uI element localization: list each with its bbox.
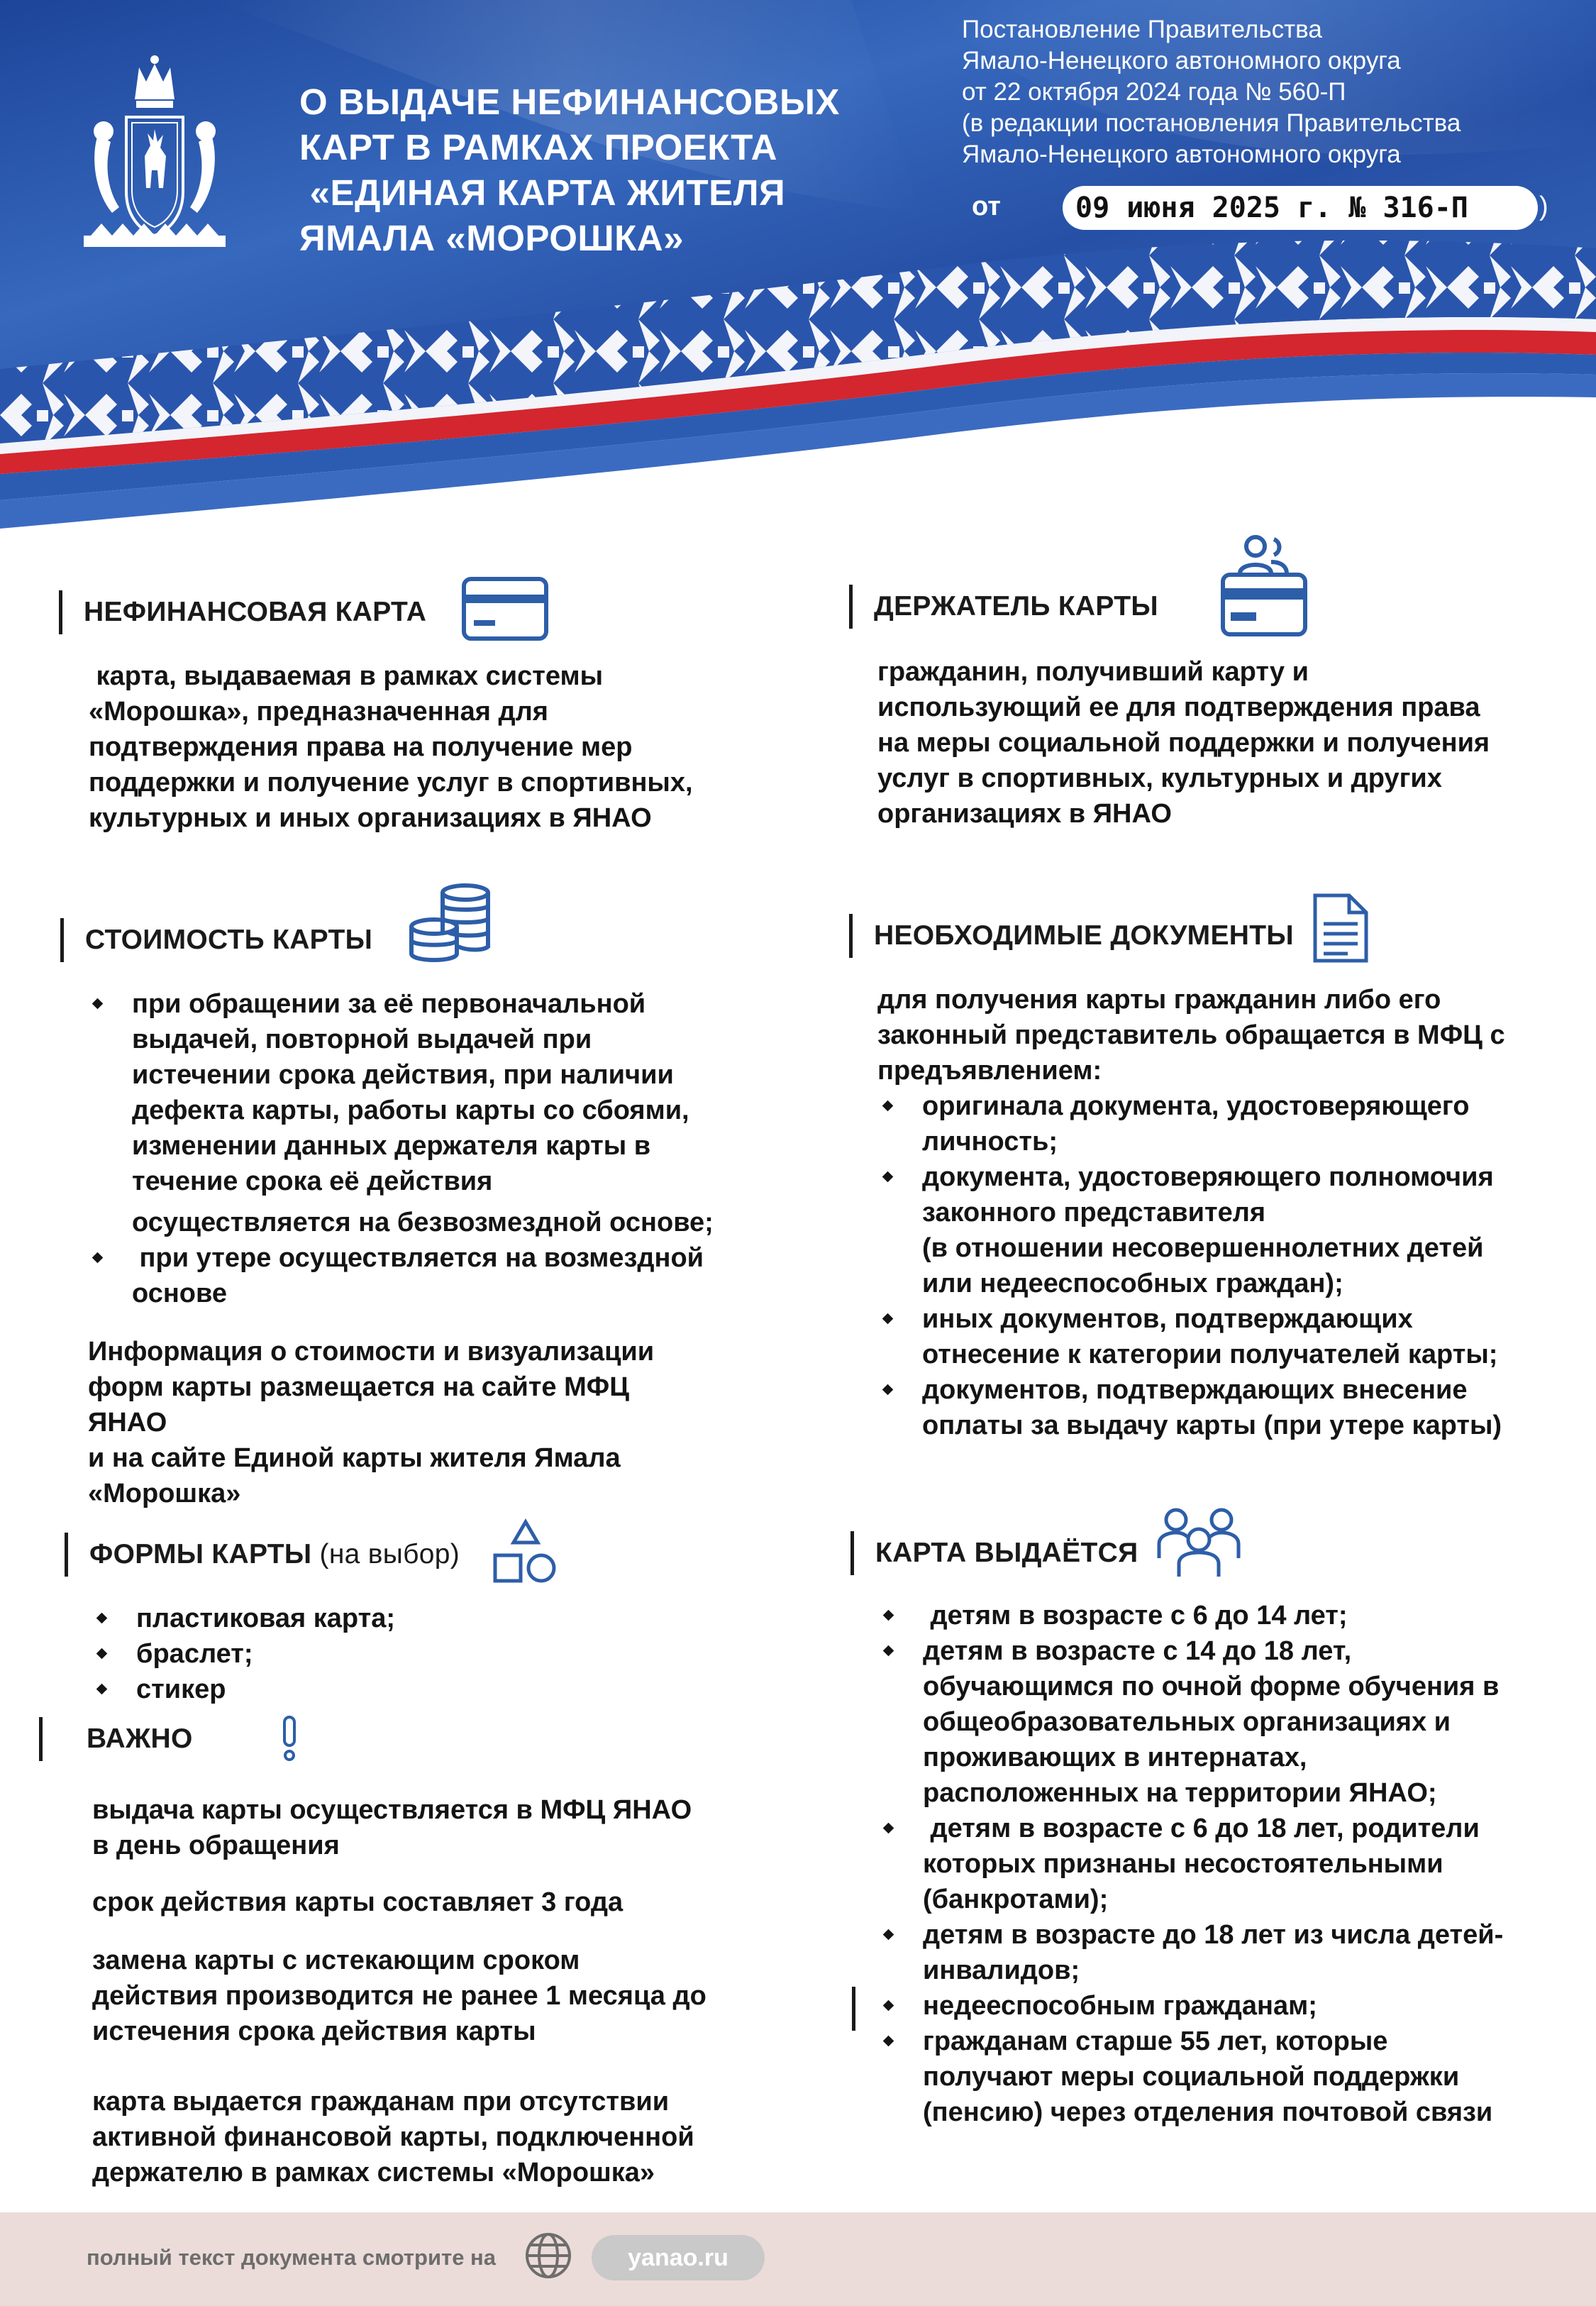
decree-line: Ямало-Ненецкого автономного округа [962,140,1401,168]
list-item [92,1636,589,1672]
text-line: браслет; [136,1639,253,1669]
text-line: истечении срока действия, при наличии [132,1060,674,1090]
text-line: на меры социальной поддержки и получения [877,728,1490,758]
section-title: КАРТА ВЫДАЁТСЯ [875,1538,1138,1568]
footer-text: полный текст документа смотрите на [87,2245,497,2270]
text-line: детям в возрасте с 6 до 14 лет; [923,1601,1348,1631]
text-line: дефекта карты, работы карты со сбоями, [132,1096,689,1125]
text-line: законного представителя [922,1198,1266,1228]
text-line: организациях в ЯНАО [877,799,1172,829]
decree-line: Ямало-Ненецкого автономного округа [962,47,1401,75]
text-line: инвалидов; [923,1955,1080,1985]
text-line: иных документов, подтверждающих [922,1304,1413,1334]
text-line: действия производится не ранее 1 месяца до [92,1981,706,2011]
list-item [879,1598,1588,1633]
text-line: получают меры социальной поддержки [923,2062,1460,2092]
decree-reference [962,14,1586,170]
text-line: стикер [136,1675,226,1704]
text-line: при обращении за её первоначальной [132,989,646,1019]
text-line: для получения карты гражданин либо его [877,985,1441,1015]
text-line: общеобразовательных организациях и [923,1707,1451,1737]
decree-line: Постановление Правительства [962,16,1322,43]
text-line: активной финансовой карты, подключенной [92,2122,694,2152]
section-card-cost-header [60,918,372,962]
text-line: течение срока её действия [132,1166,493,1196]
list-item [92,1601,589,1636]
important-paragraph [92,1943,706,2049]
section-title: НЕФИНАНСОВАЯ КАРТА [84,597,427,627]
text-line: истечения срока действия карты [92,2017,536,2046]
section-title [89,1539,460,1570]
site-link[interactable]: yanao.ru [592,2235,765,2280]
text-line: или недееспособных граждан); [922,1269,1343,1298]
text-line: в день обращения [92,1831,340,1860]
card-holder-icon [1220,534,1308,639]
text-line: услуг в спортивных, культурных и других [877,763,1442,793]
text-line: отнесение к категории получателей карты; [922,1340,1498,1369]
globe-icon [523,2231,573,2280]
card-cost-list [88,986,769,1311]
text-line: и на сайте Единой карты жителя Ямала [88,1443,621,1473]
important-paragraph [92,2084,694,2190]
section-bar [60,918,64,962]
main-title [299,79,853,261]
title-line: О ВЫДАЧЕ НЕФИНАНСОВЫХ [299,82,840,122]
shapes-icon [491,1518,560,1587]
list-item [878,1159,1587,1301]
important-paragraph [92,1792,692,1863]
decree-from-label: от [972,192,1001,221]
list-item [92,1672,589,1707]
text-line: пластиковая карта; [136,1604,396,1633]
decree-line: от 22 октября 2024 года № 560-П [962,78,1346,106]
text-line: осуществляется на безвозмездной основе; [132,1208,714,1237]
document-icon [1312,893,1369,964]
text-line: проживающих в интернатах, [923,1743,1307,1772]
list-item [879,1633,1588,1811]
text-line: выдача карты осуществляется в МФЦ ЯНАО [92,1795,692,1825]
text-line: оплаты за выдачу карты (при утере карты) [922,1411,1502,1440]
text-line: основе [132,1279,228,1308]
text-line: держателю в рамках системы «Морошка» [92,2158,655,2188]
people-group-icon [1155,1506,1243,1579]
header-banner [0,0,1596,539]
text-line: документа, удостоверяющего полномочия [922,1162,1494,1192]
list-item [879,1988,1588,2024]
list-item [879,1811,1588,1917]
text-line: (банкротами); [923,1885,1109,1914]
card-holder-description [877,654,1490,832]
title-line: КАРТ В РАМКАХ ПРОЕКТА [299,127,777,167]
required-docs-intro [877,982,1505,1088]
section-title-suffix: (на выбор) [311,1539,460,1569]
text-line: (пенсию) через отделения почтовой связи [923,2097,1493,2127]
text-line: использующий ее для подтверждения права [877,693,1480,722]
text-line: ЯНАО [88,1408,167,1438]
text-line: документов, подтверждающих внесение [922,1375,1468,1405]
list-item [878,1372,1587,1443]
card-cost-info [88,1334,654,1511]
footer [0,2212,1596,2306]
credit-card-icon [461,576,549,641]
text-line: поддержки и получение услуг в спортивных, [89,768,693,798]
text-line: «Морошка» [88,1479,241,1508]
list-item [88,986,769,1240]
decree-line: (в редакции постановления Правительства [962,109,1461,137]
important-paragraph [92,1885,623,1920]
text-line: гражданин, получивший карту и [877,657,1309,687]
section-card-forms-header [65,1533,460,1577]
text-line: личность; [922,1127,1058,1157]
section-bar [65,1533,68,1577]
text-line: детям в возрасте с 6 до 18 лет, родители [923,1814,1480,1843]
section-bar [59,590,62,634]
exclamation-icon [279,1714,300,1764]
text-line: культурных и иных организациях в ЯНАО [89,803,652,833]
section-title: СТОИМОСТЬ КАРТЫ [85,925,373,955]
text-line: детям в возрасте до 18 лет из числа детей- [923,1920,1504,1950]
title-line: «ЕДИНАЯ КАРТА ЖИТЕЛЯ [299,172,786,213]
text-line: срок действия карты составляет 3 года [92,1887,624,1917]
section-important-header [39,1717,193,1761]
required-docs-list [878,1088,1587,1443]
text-line: «Морошка», предназначенная для [89,697,548,727]
card-issued-list [879,1598,1588,2130]
section-bar [39,1717,43,1761]
list-item [878,1301,1587,1372]
text-line: карта выдается гражданам при отсутствии [92,2087,670,2117]
section-card-holder-header [849,585,1158,629]
section-bar [852,1987,855,2031]
text-line: обучающимся по очной форме обучения в [923,1672,1500,1701]
decree-number-badge: 09 июня 2025 г. № 316-П [1063,186,1538,230]
section-bar [850,1531,854,1575]
nonfinancial-card-description [89,658,693,836]
text-line: оригинала документа, удостоверяющего [922,1091,1470,1121]
section-nonfinancial-card-header [59,590,426,634]
section-required-docs-header [849,914,1294,958]
title-line: ЯМАЛА «МОРОШКА» [299,218,684,258]
coin-stack-icon [406,883,495,964]
text-line: при утере осуществляется на возмездной [132,1243,704,1273]
text-line: расположенных на территории ЯНАО; [923,1778,1437,1808]
text-line: форм карты размещается на сайте МФЦ [88,1372,629,1402]
list-item [879,1917,1588,1988]
text-line: (в отношении несовершеннолетних детей [922,1233,1484,1263]
text-line: недееспособным гражданам; [923,1991,1317,2021]
decree-close-paren: ) [1539,192,1548,221]
text-line: которых признаны несостоятельными [923,1849,1443,1879]
card-forms-list [92,1601,589,1707]
section-title: НЕОБХОДИМЫЕ ДОКУМЕНТЫ [874,920,1294,951]
section-bar [849,585,853,629]
text-line: гражданам старше 55 лет, которые [923,2026,1388,2056]
text-line: Информация о стоимости и визуализации [88,1337,655,1367]
text-line: детям в возрасте с 14 до 18 лет, [923,1636,1352,1666]
text-line: предъявлением: [877,1056,1102,1086]
text-line: карта, выдаваемая в рамках системы [89,661,604,691]
text-line: изменении данных держателя карты в [132,1131,651,1161]
list-item [879,2024,1588,2130]
section-title-main: ФОРМЫ КАРТЫ [89,1539,312,1569]
section-title: ДЕРЖАТЕЛЬ КАРТЫ [874,591,1158,622]
section-title: ВАЖНО [87,1723,193,1754]
text-line: выдачей, повторной выдачей при [132,1025,592,1054]
section-bar [849,914,853,958]
text-line: законный представитель обращается в МФЦ с [877,1020,1505,1050]
text-line: подтверждения права на получение мер [89,732,633,762]
text-line: замена карты с истекающим сроком [92,1946,580,1975]
list-item [88,1240,769,1311]
section-card-issued-header [850,1531,1138,1575]
yamal-coat-of-arms-icon [77,50,233,252]
list-item [878,1088,1587,1159]
